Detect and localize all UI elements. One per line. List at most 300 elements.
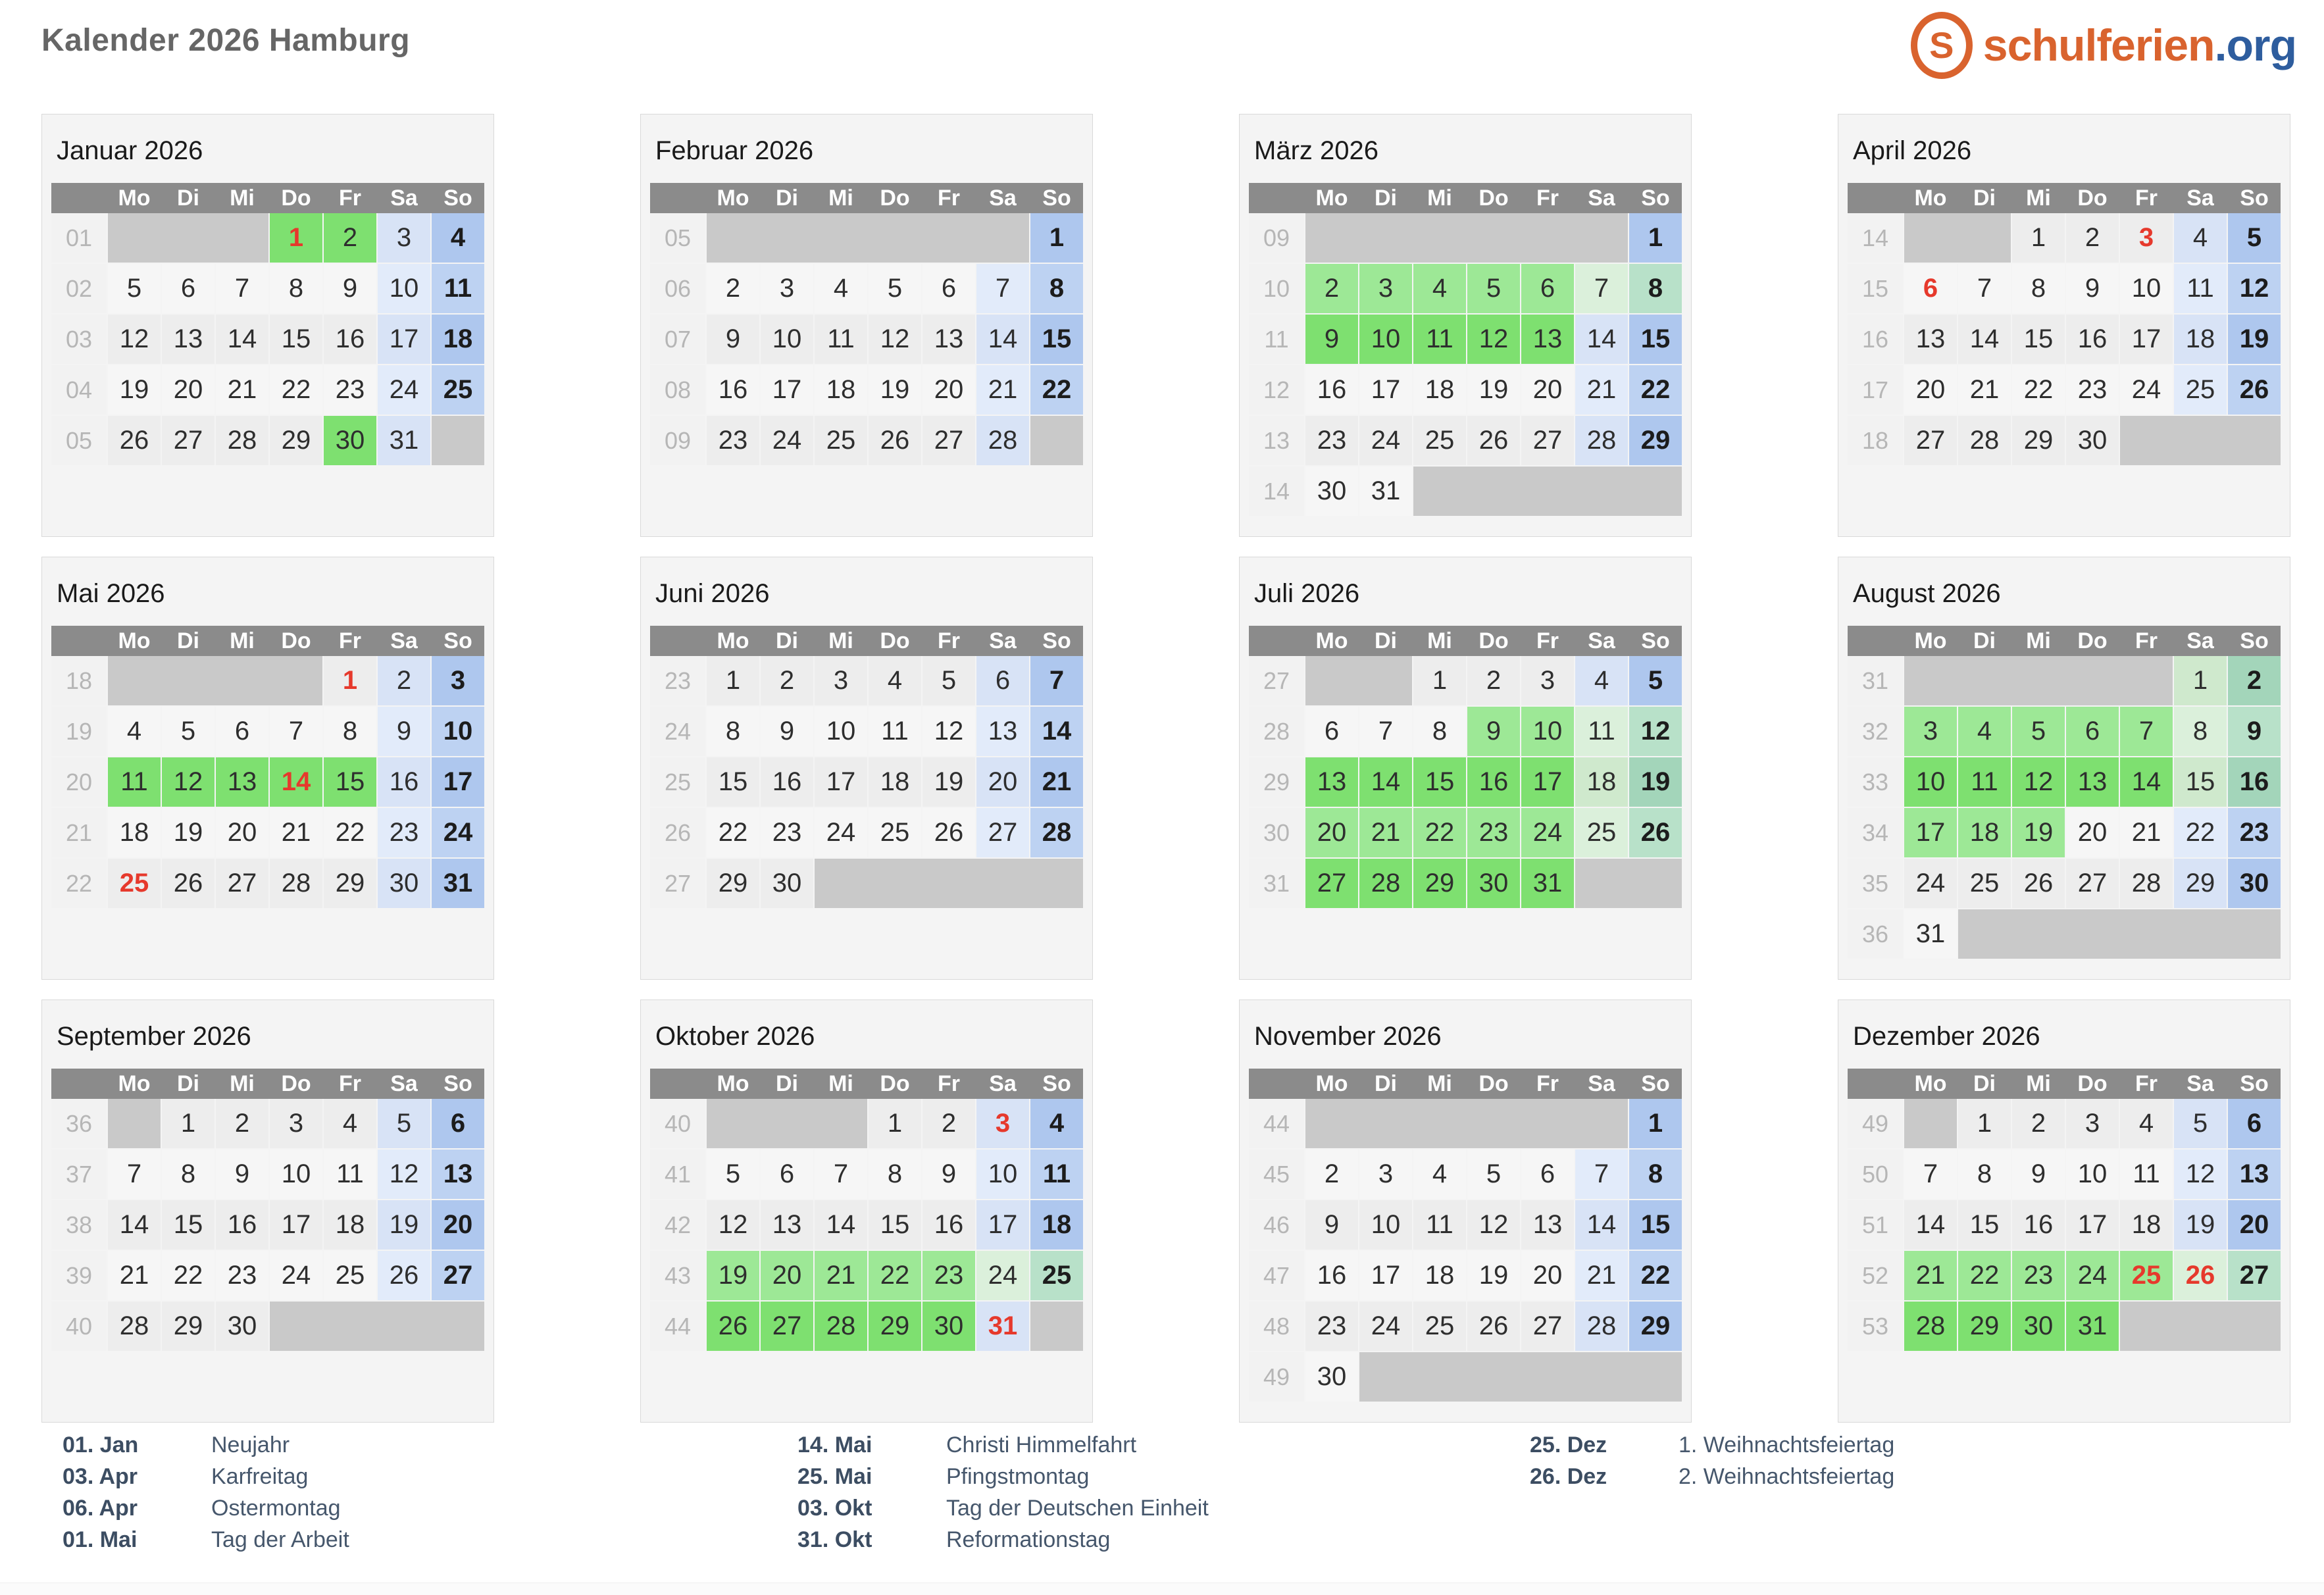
day-cell: 12 [922, 707, 975, 756]
day-cell: 27 [1521, 416, 1574, 465]
day-cell: 17 [1521, 757, 1574, 807]
day-cell: 21 [1904, 1251, 1957, 1300]
day-cell: 27 [1904, 416, 1957, 465]
day-cell: 29 [1629, 416, 1682, 465]
week-row [1848, 656, 2281, 705]
day-cell: 14 [1904, 1200, 1957, 1250]
day-cell: 10 [1521, 707, 1574, 756]
day-cell: 22 [869, 1251, 921, 1300]
weekday-label: Mi [2026, 628, 2051, 653]
day-cell: 10 [1359, 315, 1412, 364]
legend-item [63, 1524, 349, 1556]
weekday-header-corner [1848, 626, 1903, 656]
weekday-label: Sa [989, 1071, 1017, 1096]
week-row [51, 1099, 484, 1148]
day-cell: 23 [2012, 1251, 2065, 1300]
schulferien-logo[interactable] [1911, 12, 2296, 79]
week-row [650, 656, 1083, 705]
day-cell: 6 [432, 1099, 484, 1148]
day-cell: 12 [1467, 1200, 1520, 1250]
empty-cell [707, 1099, 867, 1148]
day-cell: 9 [761, 707, 813, 756]
day-cell: 31 [976, 1302, 1029, 1351]
day-cell: 18 [1413, 1251, 1466, 1300]
week-row [1848, 416, 2281, 465]
day-cell: 28 [1359, 859, 1412, 908]
weekday-label: Mi [230, 1071, 255, 1096]
weekday-label: Sa [390, 1071, 418, 1096]
day-cell: 26 [1629, 808, 1682, 857]
day-cell: 28 [216, 416, 268, 465]
day-cell: 8 [2174, 707, 2227, 756]
day-cell: 20 [1521, 365, 1574, 415]
empty-cell [2120, 1302, 2281, 1351]
day-cell: 5 [2012, 707, 2065, 756]
day-cell: 17 [761, 365, 813, 415]
day-cell: 4 [869, 656, 921, 705]
week-row [51, 365, 484, 415]
day-cell: 20 [1904, 365, 1957, 415]
day-cell: 30 [1305, 467, 1358, 516]
weekday-label: So [443, 185, 472, 211]
day-cell: 23 [2228, 808, 2281, 857]
day-cell: 17 [1359, 365, 1412, 415]
weekday-label: Sa [2186, 1071, 2214, 1096]
weekday-label: Fr [1536, 185, 1559, 211]
weekday-label: Mo [1914, 628, 1947, 653]
day-cell: 15 [1629, 315, 1682, 364]
day-cell: 27 [2228, 1251, 2281, 1300]
weekday-label: Fr [938, 185, 960, 211]
month-title: September 2026 [57, 1022, 251, 1051]
day-cell: 11 [2120, 1150, 2173, 1199]
week-row [1249, 707, 1682, 756]
month-title: März 2026 [1254, 136, 1378, 165]
week-number: 31 [1848, 656, 1903, 705]
week-number: 29 [1249, 757, 1304, 807]
week-row [1249, 264, 1682, 313]
day-cell: 12 [378, 1150, 430, 1199]
week-row [650, 1302, 1083, 1351]
day-cell: 4 [1575, 656, 1628, 705]
day-cell: 26 [162, 859, 215, 908]
day-cell: 11 [815, 315, 867, 364]
empty-cell [1904, 656, 2173, 705]
day-cell: 22 [707, 808, 759, 857]
day-cell: 16 [761, 757, 813, 807]
day-cell: 23 [1467, 808, 1520, 857]
day-cell: 21 [216, 365, 268, 415]
weekday-label: Fr [339, 1071, 361, 1096]
weekday-header-row [51, 1069, 484, 1099]
day-cell: 7 [216, 264, 268, 313]
week-number: 26 [650, 808, 705, 857]
day-cell: 16 [2228, 757, 2281, 807]
day-cell: 18 [324, 1200, 376, 1250]
weekday-label: So [1042, 628, 1071, 653]
day-cell: 8 [1629, 1150, 1682, 1199]
week-number: 49 [1848, 1099, 1903, 1148]
day-cell: 20 [922, 365, 975, 415]
day-cell: 8 [324, 707, 376, 756]
week-number: 17 [1848, 365, 1903, 415]
week-number: 25 [650, 757, 705, 807]
day-cell: 29 [707, 859, 759, 908]
week-row [1249, 1099, 1682, 1148]
weekday-label: Do [281, 185, 311, 211]
weekday-label: So [443, 1071, 472, 1096]
weekday-label: Fr [938, 1071, 960, 1096]
legend-label: Ostermontag [211, 1496, 341, 1521]
day-cell: 5 [1467, 1150, 1520, 1199]
weekday-label: Mo [717, 185, 749, 211]
day-cell: 13 [1521, 315, 1574, 364]
day-cell: 29 [162, 1302, 215, 1351]
week-row [1249, 213, 1682, 263]
legend-item [797, 1429, 1209, 1461]
day-cell: 14 [108, 1200, 161, 1250]
weekday-label: Mi [2026, 1071, 2051, 1096]
day-cell: 15 [270, 315, 322, 364]
week-row [1249, 416, 1682, 465]
day-cell: 15 [162, 1200, 215, 1250]
week-number: 40 [51, 1302, 107, 1351]
day-cell: 23 [378, 808, 430, 857]
day-cell: 3 [2066, 1099, 2119, 1148]
logo-text: schulferien.org [1983, 20, 2296, 70]
legend-date: 03. Okt [797, 1496, 872, 1521]
day-cell: 27 [761, 1302, 813, 1351]
day-cell: 18 [1030, 1200, 1083, 1250]
weekday-label: Mi [230, 628, 255, 653]
weekday-label: So [1641, 1071, 1670, 1096]
empty-cell [270, 1302, 484, 1351]
week-row [1848, 859, 2281, 908]
day-cell: 30 [324, 416, 376, 465]
week-number: 14 [1848, 213, 1903, 263]
weeks-body [650, 213, 1083, 465]
week-row [51, 707, 484, 756]
week-row [1249, 365, 1682, 415]
day-cell: 7 [2120, 707, 2173, 756]
week-number: 50 [1848, 1150, 1903, 1199]
week-number: 19 [51, 707, 107, 756]
day-cell: 29 [1629, 1302, 1682, 1351]
week-number: 45 [1249, 1150, 1304, 1199]
day-cell: 8 [1413, 707, 1466, 756]
week-row [1249, 1251, 1682, 1300]
week-number: 21 [51, 808, 107, 857]
weeks-body [51, 656, 484, 908]
legend-label: Neujahr [211, 1432, 290, 1457]
day-cell: 26 [869, 416, 921, 465]
week-row [1848, 1251, 2281, 1300]
day-cell: 19 [922, 757, 975, 807]
month-panel-dezember-2026 [1838, 1000, 2290, 1423]
day-cell: 3 [1359, 1150, 1412, 1199]
weekday-label: Mo [717, 628, 749, 653]
day-cell: 11 [324, 1150, 376, 1199]
day-cell: 21 [1359, 808, 1412, 857]
day-cell: 6 [2228, 1099, 2281, 1148]
legend-date: 01. Mai [63, 1527, 138, 1552]
month-panel-februar-2026 [640, 114, 1093, 537]
day-cell: 22 [1413, 808, 1466, 857]
week-row [1249, 1352, 1682, 1402]
day-cell: 12 [869, 315, 921, 364]
day-cell: 9 [1305, 315, 1358, 364]
day-cell: 24 [976, 1251, 1029, 1300]
day-cell: 31 [1521, 859, 1574, 908]
day-cell: 16 [922, 1200, 975, 1250]
day-cell: 25 [1575, 808, 1628, 857]
legend-label: Pfingstmontag [946, 1464, 1090, 1489]
day-cell: 18 [1958, 808, 2011, 857]
day-cell: 6 [2066, 707, 2119, 756]
day-cell: 7 [1359, 707, 1412, 756]
legend-label: 1. Weihnachtsfeiertag [1679, 1432, 1895, 1457]
day-cell: 25 [432, 365, 484, 415]
day-cell: 28 [1575, 1302, 1628, 1351]
weekday-label: So [1042, 185, 1071, 211]
weekday-label: Sa [989, 185, 1017, 211]
day-cell: 28 [270, 859, 322, 908]
day-cell: 29 [1958, 1302, 2011, 1351]
day-cell: 4 [1413, 264, 1466, 313]
day-cell: 24 [432, 808, 484, 857]
week-row [51, 1150, 484, 1199]
day-cell: 9 [2012, 1150, 2065, 1199]
day-cell: 25 [1413, 1302, 1466, 1351]
week-row [51, 1200, 484, 1250]
weekday-label: Fr [1536, 1071, 1559, 1096]
week-row [51, 416, 484, 465]
day-cell: 28 [976, 416, 1029, 465]
weekday-label: Mo [118, 1071, 151, 1096]
weekday-label: Do [2077, 628, 2108, 653]
week-row [1249, 656, 1682, 705]
weekday-label: Fr [339, 185, 361, 211]
week-number: 31 [1249, 859, 1304, 908]
weekday-label: So [2240, 1071, 2269, 1096]
day-cell: 22 [162, 1251, 215, 1300]
day-cell: 6 [976, 656, 1029, 705]
empty-cell [108, 656, 322, 705]
weekday-label: Do [1478, 628, 1509, 653]
day-cell: 10 [432, 707, 484, 756]
day-cell: 12 [1629, 707, 1682, 756]
day-cell: 20 [761, 1251, 813, 1300]
legend-date: 25. Dez [1530, 1432, 1607, 1457]
weeks-body [1848, 1099, 2281, 1351]
day-cell: 12 [162, 757, 215, 807]
day-cell: 18 [869, 757, 921, 807]
schulferien-ring-icon [1911, 12, 1973, 79]
day-cell: 10 [270, 1150, 322, 1199]
day-cell: 16 [2012, 1200, 2065, 1250]
month-title: Januar 2026 [57, 136, 203, 165]
day-cell: 9 [707, 315, 759, 364]
day-cell: 25 [1030, 1251, 1083, 1300]
week-row [1848, 365, 2281, 415]
day-cell: 1 [1629, 1099, 1682, 1148]
day-cell: 19 [162, 808, 215, 857]
week-number: 53 [1848, 1302, 1903, 1351]
week-number: 01 [51, 213, 107, 263]
weekday-label: So [1641, 185, 1670, 211]
day-cell: 20 [216, 808, 268, 857]
day-cell: 24 [270, 1251, 322, 1300]
day-cell: 14 [815, 1200, 867, 1250]
week-number: 35 [1848, 859, 1903, 908]
weekday-label: Do [2077, 1071, 2108, 1096]
week-number: 43 [650, 1251, 705, 1300]
week-row [1848, 757, 2281, 807]
day-cell: 25 [324, 1251, 376, 1300]
day-cell: 17 [2066, 1200, 2119, 1250]
legend-column-3 [1530, 1429, 1894, 1492]
day-cell: 18 [1413, 365, 1466, 415]
week-number: 36 [51, 1099, 107, 1148]
day-cell: 17 [378, 315, 430, 364]
week-number: 03 [51, 315, 107, 364]
legend-item [63, 1492, 349, 1524]
day-cell: 1 [1030, 213, 1083, 263]
day-cell: 8 [2012, 264, 2065, 313]
weekday-header-corner [650, 626, 705, 656]
week-number: 12 [1249, 365, 1304, 415]
weekday-header-corner [51, 183, 107, 213]
week-number: 09 [650, 416, 705, 465]
day-cell: 12 [707, 1200, 759, 1250]
week-row [650, 707, 1083, 756]
week-number: 41 [650, 1150, 705, 1199]
day-cell: 3 [378, 213, 430, 263]
day-cell: 23 [1305, 416, 1358, 465]
weekday-label: Sa [1588, 1071, 1615, 1096]
weekday-label: Di [1973, 1071, 1996, 1096]
day-cell: 26 [2174, 1251, 2227, 1300]
day-cell: 5 [869, 264, 921, 313]
week-number: 44 [1249, 1099, 1304, 1148]
week-row [1249, 808, 1682, 857]
day-cell: 30 [2066, 416, 2119, 465]
weekday-label: So [2240, 628, 2269, 653]
week-number: 05 [51, 416, 107, 465]
day-cell: 11 [108, 757, 161, 807]
day-cell: 2 [2012, 1099, 2065, 1148]
weekday-label: Mi [828, 628, 853, 653]
week-row [650, 859, 1083, 908]
weekday-label: Mi [828, 1071, 853, 1096]
month-panel-m-rz-2026 [1239, 114, 1692, 537]
legend-column-2 [797, 1429, 1209, 1556]
day-cell: 19 [707, 1251, 759, 1300]
week-row [650, 213, 1083, 263]
day-cell: 18 [432, 315, 484, 364]
week-number: 08 [650, 365, 705, 415]
day-cell: 11 [432, 264, 484, 313]
empty-cell [815, 859, 1083, 908]
day-cell: 5 [162, 707, 215, 756]
day-cell: 9 [216, 1150, 268, 1199]
day-cell: 14 [976, 315, 1029, 364]
day-cell: 6 [1521, 1150, 1574, 1199]
day-cell: 9 [922, 1150, 975, 1199]
day-cell: 6 [922, 264, 975, 313]
day-cell: 17 [976, 1200, 1029, 1250]
week-number: 48 [1249, 1302, 1304, 1351]
month-panel-januar-2026 [41, 114, 494, 537]
day-cell: 28 [2120, 859, 2173, 908]
day-cell: 19 [869, 365, 921, 415]
day-cell: 24 [761, 416, 813, 465]
week-number: 24 [650, 707, 705, 756]
day-cell: 22 [2174, 808, 2227, 857]
week-row [1848, 1099, 2281, 1148]
day-cell: 24 [1521, 808, 1574, 857]
week-number: 23 [650, 656, 705, 705]
legend-item [1530, 1461, 1894, 1492]
day-cell: 7 [270, 707, 322, 756]
weekday-header-corner [51, 1069, 107, 1099]
day-cell: 20 [162, 365, 215, 415]
day-cell: 12 [108, 315, 161, 364]
week-row [1249, 1150, 1682, 1199]
day-cell: 31 [432, 859, 484, 908]
day-cell: 5 [1467, 264, 1520, 313]
day-cell: 25 [1958, 859, 2011, 908]
day-cell: 19 [2012, 808, 2065, 857]
day-cell: 19 [2174, 1200, 2227, 1250]
empty-cell [1904, 1099, 1957, 1148]
week-row [1249, 467, 1682, 516]
week-row [51, 315, 484, 364]
day-cell: 27 [162, 416, 215, 465]
weekday-label: Fr [2135, 1071, 2158, 1096]
day-cell: 20 [976, 757, 1029, 807]
day-cell: 24 [378, 365, 430, 415]
day-cell: 30 [761, 859, 813, 908]
weekday-label: Di [177, 628, 199, 653]
day-cell: 2 [2228, 656, 2281, 705]
day-cell: 6 [761, 1150, 813, 1199]
weeks-body [51, 1099, 484, 1351]
week-row [1249, 1200, 1682, 1250]
day-cell: 21 [815, 1251, 867, 1300]
weekday-label: Mo [717, 1071, 749, 1096]
day-cell: 16 [216, 1200, 268, 1250]
day-cell: 30 [922, 1302, 975, 1351]
day-cell: 11 [1413, 1200, 1466, 1250]
day-cell: 17 [815, 757, 867, 807]
day-cell: 27 [976, 808, 1029, 857]
week-number: 47 [1249, 1251, 1304, 1300]
week-number: 09 [1249, 213, 1304, 263]
day-cell: 2 [707, 264, 759, 313]
months-grid [41, 114, 2290, 1423]
footer-band [0, 1582, 2324, 1595]
weekday-label: Do [1478, 1071, 1509, 1096]
day-cell: 21 [1958, 365, 2011, 415]
day-cell: 18 [1575, 757, 1628, 807]
day-cell: 28 [815, 1302, 867, 1351]
empty-cell [1359, 1352, 1682, 1402]
day-cell: 8 [707, 707, 759, 756]
week-number: 40 [650, 1099, 705, 1148]
weekday-label: Mo [1914, 185, 1947, 211]
day-cell: 4 [815, 264, 867, 313]
